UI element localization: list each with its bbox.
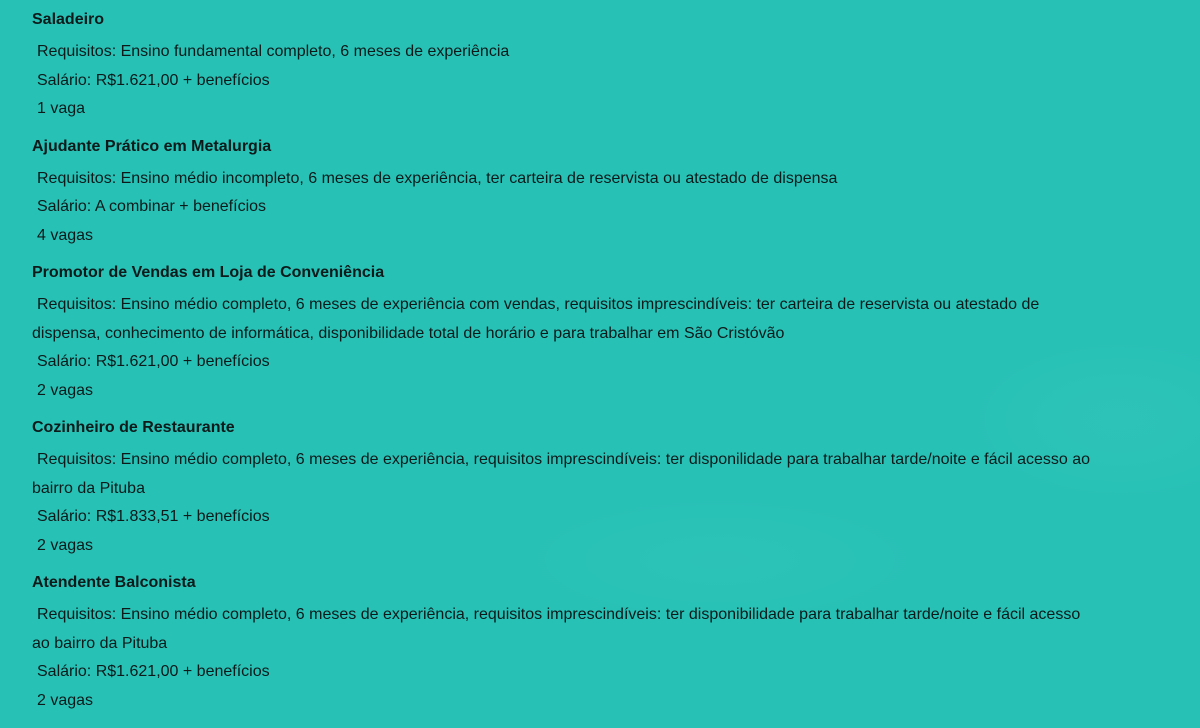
job-requirements: Requisitos: Ensino médio incompleto, 6 meses de experiência, ter carteira de reservista ou atestado de dispensa [37, 169, 838, 187]
job-listing-ajudante-metalurgia [32, 137, 1092, 251]
job-title: Saladeiro [32, 11, 105, 28]
job-listings [32, 10, 1092, 728]
job-title: Promotor de Vendas em Loja de Conveniência [32, 264, 385, 281]
job-openings: 4 vagas [37, 226, 94, 244]
job-title: Cozinheiro de Restaurante [32, 419, 235, 436]
job-requirements: Requisitos: Ensino médio completo, 6 meses de experiência, requisitos imprescindíveis: ter disponilidade para trabalhar tarde/noite e fácil acesso ao bairro da Pituba [32, 451, 1091, 497]
job-openings: 1 vaga [37, 100, 86, 117]
job-salary: Salário: R$1.621,00 + benefícios [37, 353, 270, 370]
job-title: Atendente Balconista [32, 574, 196, 591]
job-openings: 2 vagas [37, 381, 94, 399]
job-requirements: Requisitos: Ensino médio completo, 6 meses de experiência, requisitos imprescindíveis: ter disponibilidade para trabalhar tarde/noite e fácil acesso ao bairro da Pituba [32, 606, 1081, 652]
job-listing-promotor-vendas [32, 263, 1092, 405]
job-title: Ajudante Prático em Metalurgia [32, 137, 272, 155]
job-salary: Salário: A combinar + benefícios [37, 198, 267, 215]
job-openings: 2 vagas [37, 691, 94, 709]
job-requirements: Requisitos: Ensino fundamental completo, 6 meses de experiência [37, 43, 510, 60]
job-salary: Salário: R$1.621,00 + benefícios [37, 71, 270, 89]
job-openings: 2 vagas [37, 536, 94, 554]
job-listing-cozinheiro [32, 418, 1092, 560]
job-salary: Salário: R$1.621,00 + benefícios [37, 663, 270, 680]
job-salary: Salário: R$1.833,51 + benefícios [37, 508, 270, 525]
job-listing-saladeiro [32, 10, 1092, 124]
job-requirements: Requisitos: Ensino médio completo, 6 meses de experiência com vendas, requisitos imprescindíveis: ter carteira de reservista ou atestado de dispensa, conhecimento de informática, disponibilidade total de horário e para trabalhar em São Cristóvão [32, 296, 1040, 342]
job-listing-atendente-balconista [32, 573, 1092, 715]
